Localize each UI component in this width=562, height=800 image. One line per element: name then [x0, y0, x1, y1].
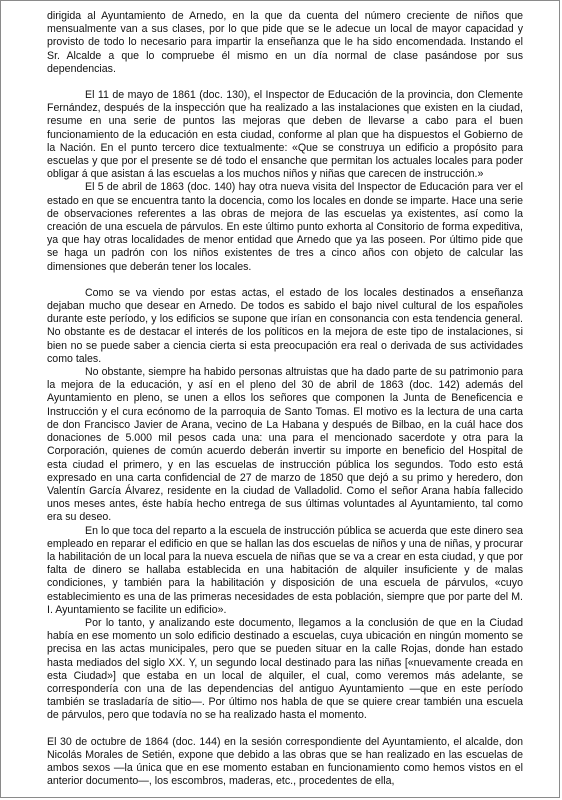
- body-text: [47, 10, 523, 788]
- paragraph-6: En lo que toca del reparto a la escuela de instrucción pública se acuerda que este dinero sea empleado en reparar el edificio en que se hallan las dos escuelas de niños y una de niñas, y procurar la habilitación de un local para la nueva escuela de niñas que se va a crear en esta ciudad, y que por falta de dinero se hallaba establecida en una habitación de alquiler insuficiente y de malas condiciones, y también para la habilitación y disposición de una escuela de párvulos, «cuyo establecimiento es una de las primeras necesidades de esta población, siempre que por parte del M. I. Ayuntamiento se facilite un edificio».: [47, 524, 523, 616]
- paragraph-1: dirigida al Ayuntamiento de Arnedo, en la que da cuenta del número creciente de niños que mensualmente van a sus clases, por lo que pide que se le adecue un local de mayor capacidad y provisto de todo lo necesario para impartir la enseñanza que le ha sido encomendada. Instando el Sr. Alcalde a que lo compruebe él mismo en un día normal de clase pasándose por sus dependencias.: [47, 10, 523, 75]
- paragraph-5: No obstante, siempre ha habido personas altruistas que ha dado parte de su patrimonio para la mejora de la educación, y así en el pleno del 30 de abril de 1863 (doc. 142) además del Ayuntamiento en pleno, se unen a ellos los señores que componen la Junta de Beneficencia e Instrucción y el cura ecónomo de la parroquia de Santo Tomas. El motivo es la lectura de una carta de don Francisco Javier de Arana, vecino de La Habana y después de Bilbao, en la cuál hace dos donaciones de 5.000 mil pesos cada una: una para el mencionado sacerdote y otra para la Corporación, quienes de común acuerdo deberán invertir su importe en beneficio del Hospital de esta ciudad el primero, y en las escuelas de instrucción pública los segundos. Todo esto está expresado en una carta confidencial de 27 de marzo de 1850 que dejó a su primo y heredero, don Valentín García Álvarez, residente en la ciudad de Valladolid. Como el señor Arana había fallecido unos meses antes, éste había hecho entrega de sus últimas voluntades al Ayuntamiento, tal como era su deseo.: [47, 366, 523, 524]
- paragraph-7: Por lo tanto, y analizando este documento, llegamos a la conclusión de que en la Ciudad había en ese momento un solo edificio destinado a escuelas, cuya ubicación en ningún momento se precisa en las actas municipales, pero que se pueden situar en la calle Rojas, donde han estado hasta mediados del siglo XX. Y, un segundo local destinado para las niñas [«nuevamente creada en esta Ciudad»] que estaba en un local de alquiler, el cual, como veremos más adelante, se correspondería con una de las dependencias del antiguo Ayuntamiento —que en este período también se trasladaría de sitio—. Por último nos habla de que se quiere crear también una escuela de párvulos, pero que todavía no se ha realizado hasta el momento.: [47, 616, 523, 722]
- paragraph-4: Como se va viendo por estas actas, el estado de los locales destinados a enseñanza dejaban mucho que desear en Arnedo. De todos es sabido el bajo nivel cultural de los españoles durante este período, y los edificios se supone que irían en consonancia con esta tendencia general. No obstante es de destacar el interés de los políticos en la mejora de este tipo de instalaciones, si bien no se puede saber a ciencia cierta si esta preocupación era real o derivada de sus actividades como tales.: [47, 286, 523, 365]
- paragraph-8: El 30 de octubre de 1864 (doc. 144) en la sesión correspondiente del Ayuntamiento, el alcalde, don Nicolás Morales de Setién, expone que debido a las obras que se han realizado en las escuelas de ambos sexos —la única que en ese momento estaban en funcionamiento como hemos vistos en el anterior documento—, los escombros, maderas, etc., procedentes de ella,: [47, 735, 523, 788]
- paragraph-2: El 11 de mayo de 1861 (doc. 130), el Inspector de Educación de la provincia, don Clemente Fernández, después de la inspección que ha realizado a las instalaciones que existen en la ciudad, resume en una serie de puntos las mejoras que deben de llevarse a cabo para el buen funcionamiento de la educación en esta ciudad, conforme al plan que ha dispuestos el Gobierno de la Nación. En el punto tercero dice textualmente: «Que se construya un edificio a propósito para escuelas y que por el presente se dé todo el ensanche que permitan los actuales locales para poder obligar á que asistan á las escuelas a los muchos niños y niñas que carecen de instrucción.»: [47, 89, 523, 181]
- paragraph-3: El 5 de abril de 1863 (doc. 140) hay otra nueva visita del Inspector de Educación para ver el estado en que se encuentra tanto la docencia, como los locales en donde se imparte. Hace una serie de observaciones referentes a las obras de mejora de las escuelas ya existentes, así como la creación de una escuela de párvulos. En este último punto exhorta al Consitorio de forma expeditiva, ya que hay otras localidades de menor entidad que Arnedo que ya las poseen. Por último pide que se haga un padrón con los niños existentes de tres a cinco años con objeto de calcular las dimensiones que deberán tener los locales.: [47, 181, 523, 273]
